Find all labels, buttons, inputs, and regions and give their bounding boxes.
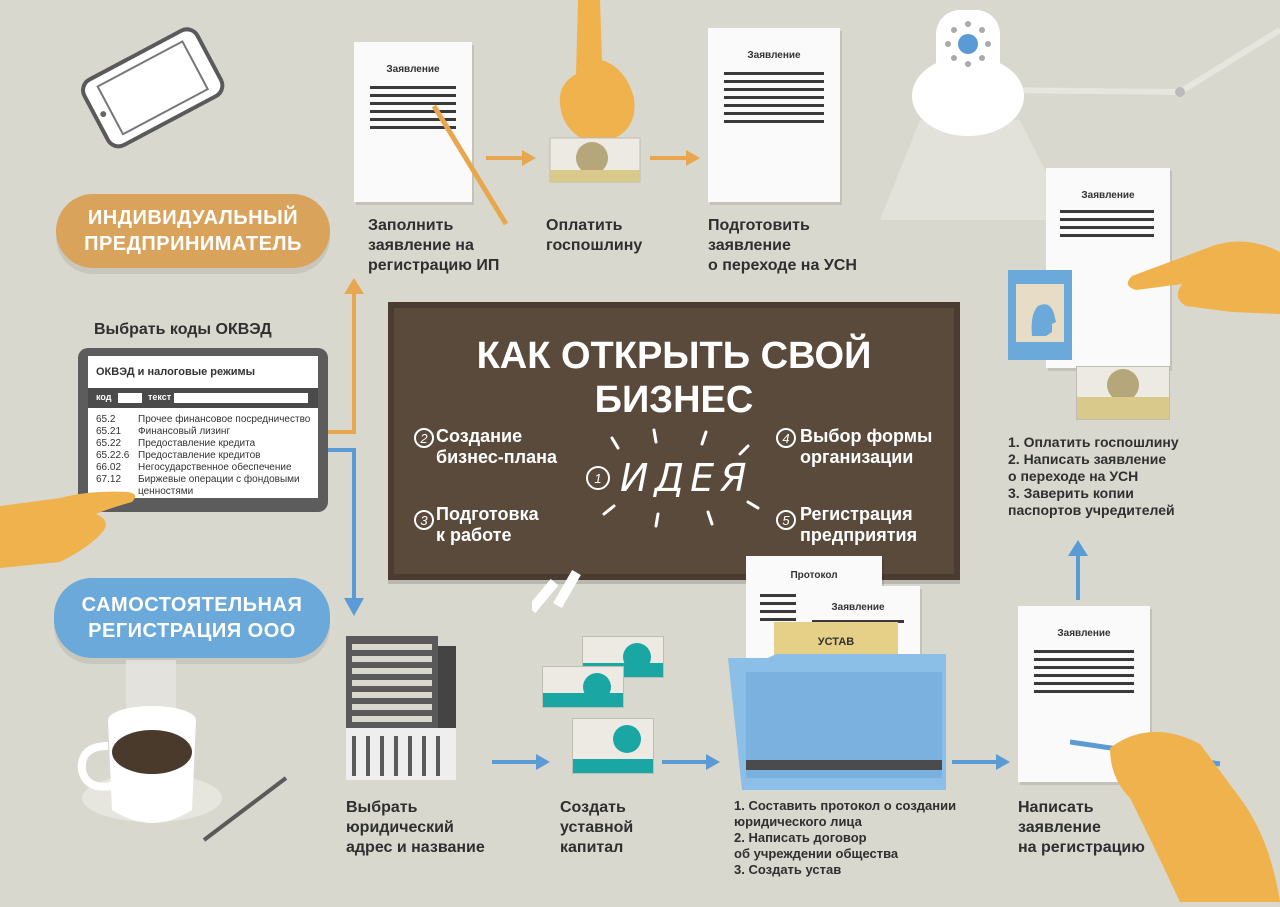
pencil-icon [200,774,290,844]
step-number-badge: 2 [414,428,434,448]
final-step: 2. Написать заявление о переходе на УСН [1008,451,1167,484]
okved-code-box [118,393,142,403]
folder-icon [728,654,946,790]
step-number-badge: 5 [776,510,796,530]
protocol-step: 2. Написать договор об учреждении общества [734,830,899,861]
chalkboard [388,302,960,580]
pointing-hand-icon [0,470,150,570]
board-item-preparation: Подготовка к работе [436,504,539,545]
okved-row: 65.22 Предоставление кредита [96,438,256,449]
okved-heading: Выбрать коды ОКВЭД [94,321,272,338]
hand-icon [1122,232,1280,316]
document-title: Протокол [790,570,838,581]
building-icon [346,636,456,780]
money-bill-icon [542,666,624,708]
protocol-steps-list [734,798,956,878]
idea-text: ИДЕЯ [620,456,753,500]
step-prepare-usn: Подготовить заявление о переходе на УСН [708,217,857,274]
board-item-organization-form: Выбор формы организации [800,426,933,467]
okved-col-code: код [96,392,112,402]
protocol-step: 1. Составить протокол о создании юридического лица [734,798,957,829]
idea-number-badge: 1 [586,466,610,490]
okved-row: 66.02 Негосударственное обеспечение [96,462,292,473]
money-bill-icon [572,718,654,774]
pill-ooo-registration: САМОСТОЯТЕЛЬНАЯ РЕГИСТРАЦИЯ ООО [54,578,330,658]
passport-photo-icon [1008,270,1072,360]
document-title: Заявление [1081,190,1135,201]
okved-col-text: текст [148,392,172,402]
chalk-pieces-icon [532,560,596,616]
protocol-step: 3. Создать устав [734,862,842,877]
pill-individual-entrepreneur: ИНДИВИДУАЛЬНЫЙ ПРЕДПРИНИМАТЕЛЬ [56,194,330,268]
step-fill-application: Заполнить заявление на регистрацию ИП [368,217,500,274]
okved-table-header [88,388,318,408]
document-title: Заявление [1057,628,1111,639]
arrow-icon [662,752,722,772]
final-step: 1. Оплатить госпошлину [1008,434,1179,450]
final-step: 3. Заверить копии паспортов учредителей [1008,485,1175,518]
okved-row: ценностями [138,486,194,497]
okved-row: 65.22.6 Предоставление кредитов [96,450,261,461]
step-choose-address: Выбрать юридический адрес и название [346,799,485,856]
okved-table-title: ОКВЭД и налоговые режимы [96,366,256,378]
arrow-icon [492,752,552,772]
okved-row: 65.2 Прочее финансовое посредничество [96,414,311,425]
stamp-hand-icon [540,0,650,190]
arrow-up-icon [1066,540,1090,602]
arrow-icon [650,148,702,168]
connector-arrows [320,270,380,630]
board-item-registration: Регистрация предприятия [800,504,918,545]
step-write-application: Написать заявление на регистрацию [1018,799,1145,856]
okved-text-box [174,393,308,403]
charter-title: УСТАВ [817,636,855,648]
document-title: Заявление [831,602,885,613]
page-title: КАК ОТКРЫТЬ СВОЙ БИЗНЕС [476,335,872,421]
usn-application-document [708,28,840,202]
document-title: Заявление [747,50,801,61]
stamp-bill-icon [1076,366,1170,420]
document-title: Заявление [386,64,440,75]
board-item-business-plan: Создание бизнес-плана [436,426,557,467]
arrow-icon [952,752,1012,772]
step-create-capital: Создать уставной капитал [560,799,634,856]
final-steps-list [1008,434,1179,519]
okved-row: 67.12 Биржевые операции с фондовыми [96,474,300,485]
smartphone-icon [70,22,230,152]
arrow-icon [486,148,538,168]
step-number-badge: 4 [776,428,796,448]
step-number-badge: 3 [414,510,434,530]
step-pay-fee: Оплатить госпошлину [546,217,643,254]
okved-row: 65.21 Финансовый лизинг [96,426,231,437]
